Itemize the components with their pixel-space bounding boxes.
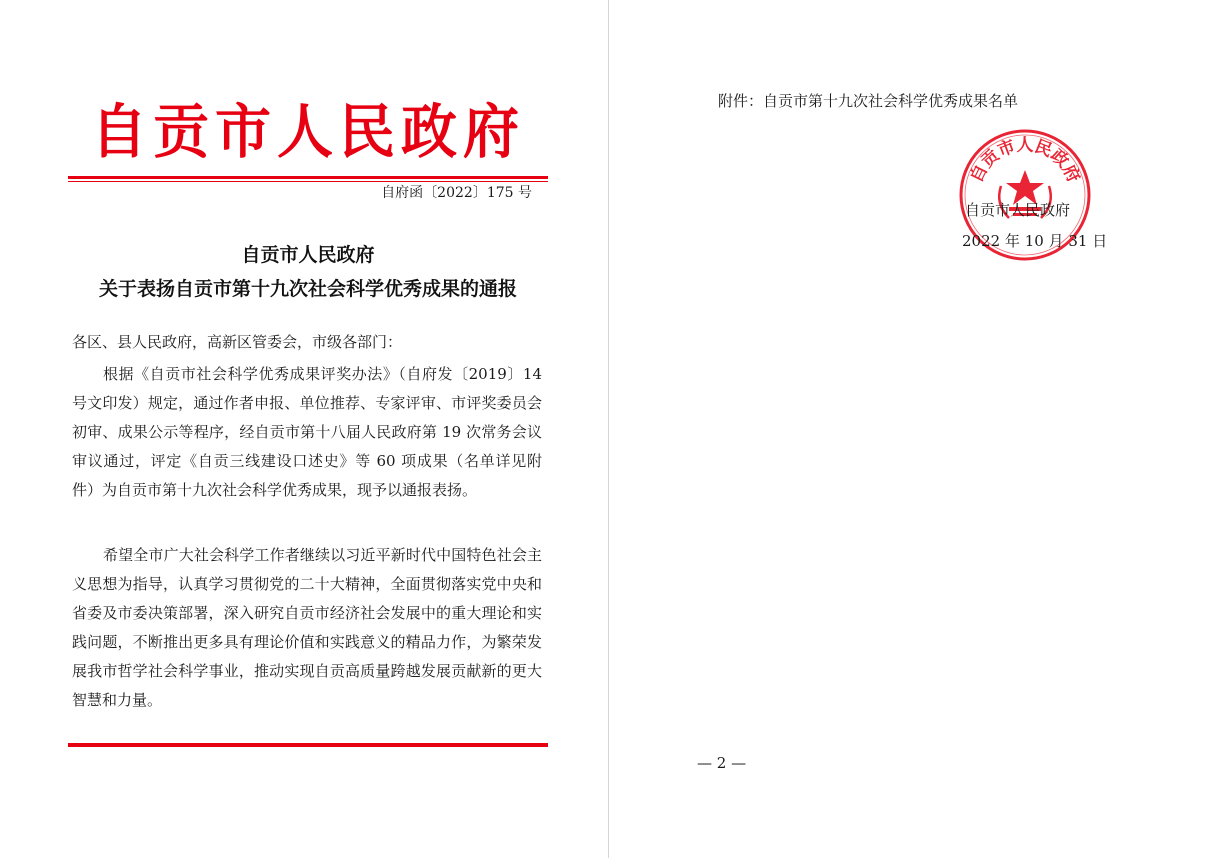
body-paragraph: 希望全市广大社会科学工作者继续以习近平新时代中国特色社会主义思想为指导，认真学习贯彻党的二十大精神，全面贯彻落实党中央和省委及市委决策部署，深入研究自贡市经济社会发展中的重大理论和实践问题，不断推出更多具有理论价值和实践意义的精品力作，为繁荣发展我市哲学社会科学事业，推动实现自贡高质量跨越发展贡献新的更大智慧和力量。 <box>72 546 542 709</box>
document-number: 自府函〔2022〕175 号 <box>381 185 532 201</box>
issue-date: 2022 年 10 月 31 日 <box>962 232 1108 250</box>
notice-title-line-2: 关于表扬自贡市第十九次社会科学优秀成果的通报 <box>98 278 517 300</box>
red-footer-rule <box>68 741 548 747</box>
notice-title-line-1: 自贡市人民政府 <box>241 244 375 266</box>
attachment-note: 附件：自贡市第十九次社会科学优秀成果名单 <box>718 92 1019 110</box>
body-paragraph: 根据《自贡市社会科学优秀成果评奖办法》（自府发〔2019〕14 号文印发）规定，通过作者申报、单位推荐、专家评审、市评奖委员会初审、成果公示等程序，经自贡市第十八届人民政府第 19 次常务会议审议通过，评定《自贡三线建设口述史》等 60 项成果（名单详见附件）为自贡市第十九次社会科学优秀成果，现予以通报表扬。 <box>72 365 542 499</box>
salutation: 各区、县人民政府，高新区管委会，市级各部门： <box>72 333 403 351</box>
right-page <box>609 0 1216 858</box>
page-number: — 2 — <box>697 754 747 772</box>
svg-text:自贡市人民政府: 自贡市人民政府 <box>966 135 1084 186</box>
masthead-title: 自贡市人民政府 <box>91 97 525 167</box>
issuer-name: 自贡市人民政府 <box>965 201 1071 219</box>
